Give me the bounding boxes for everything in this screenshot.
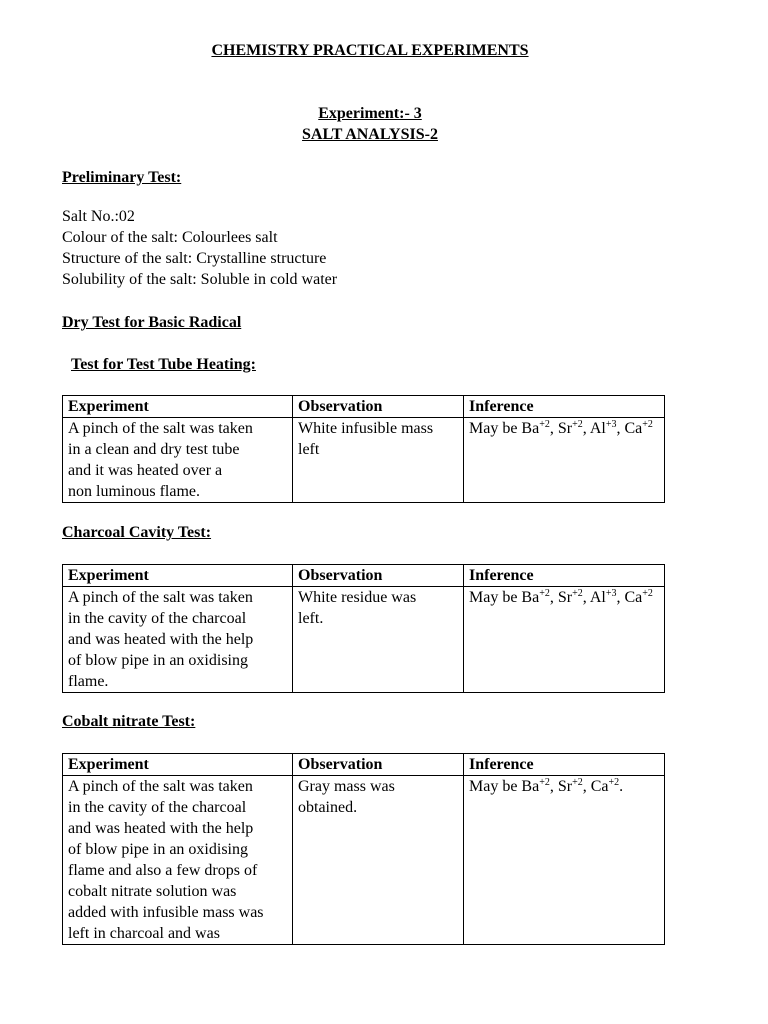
experiment-line: non luminous flame. bbox=[68, 483, 200, 500]
experiment-line: added with infusible mass was bbox=[68, 904, 264, 921]
salt-structure: Structure of the salt: Crystalline structure bbox=[62, 250, 327, 267]
experiment-line: left in charcoal and was bbox=[68, 925, 220, 942]
experiment-line: of blow pipe in an oxidising bbox=[68, 841, 248, 858]
charcoal-cavity-heading: Charcoal Cavity Test: bbox=[62, 524, 212, 541]
cobalt-nitrate-heading: Cobalt nitrate Test: bbox=[62, 713, 196, 730]
charge-superscript: +2 bbox=[642, 419, 653, 430]
observation-line: left bbox=[298, 441, 320, 458]
observation-line: left. bbox=[298, 610, 324, 627]
charge-superscript: +2 bbox=[642, 588, 653, 599]
experiment-line: A pinch of the salt was taken bbox=[68, 778, 253, 795]
experiment-line: flame. bbox=[68, 673, 109, 690]
table-row bbox=[63, 587, 665, 693]
table-header-row bbox=[63, 396, 665, 418]
experiment-number: Experiment:- 3 bbox=[318, 105, 422, 122]
charge-superscript: +2 bbox=[572, 777, 583, 788]
observation-line: Gray mass was bbox=[298, 778, 395, 795]
experiment-line: and it was heated over a bbox=[68, 462, 223, 479]
charge-superscript: +2 bbox=[539, 777, 550, 788]
table-header-row bbox=[63, 754, 665, 776]
salt-solubility: Solubility of the salt: Soluble in cold water bbox=[62, 271, 338, 288]
page-title: CHEMISTRY PRACTICAL EXPERIMENTS bbox=[211, 42, 529, 59]
experiment-line: A pinch of the salt was taken bbox=[68, 420, 253, 437]
table-header-row bbox=[63, 565, 665, 587]
experiment-line: in the cavity of the charcoal bbox=[68, 799, 247, 816]
inference-text: May be $Ba^{+2}$, $Sr^{+2}$, $Al^{+3}$, $Ca^{+2}$ bbox=[469, 419, 653, 437]
charge-superscript: +2 bbox=[572, 419, 583, 430]
charge-superscript: +3 bbox=[605, 419, 617, 430]
experiment-cell bbox=[63, 418, 293, 503]
table-row bbox=[63, 776, 665, 945]
experiment-line: and was heated with the help bbox=[68, 631, 254, 648]
salt-info bbox=[62, 206, 337, 290]
inference-cell bbox=[464, 776, 665, 945]
salt-colour: Colour of the salt: Colourlees salt bbox=[62, 229, 278, 246]
experiment-header: Experiment bbox=[63, 565, 293, 587]
charge-superscript: +2 bbox=[608, 777, 620, 788]
charge-superscript: +2 bbox=[539, 588, 550, 599]
charcoal-cavity-table bbox=[62, 564, 665, 693]
inference-header: Inference bbox=[464, 396, 665, 418]
experiment-header: Experiment bbox=[63, 754, 293, 776]
observation-header: Observation bbox=[293, 565, 464, 587]
experiment-header: Experiment bbox=[63, 396, 293, 418]
observation-line: White residue was bbox=[298, 589, 417, 606]
experiment-line: cobalt nitrate solution was bbox=[68, 883, 237, 900]
observation-cell bbox=[293, 776, 464, 945]
inference-cell bbox=[464, 587, 665, 693]
cobalt-nitrate-table bbox=[62, 753, 665, 945]
experiment-line: A pinch of the salt was taken bbox=[68, 589, 253, 606]
dry-test-heading: Dry Test for Basic Radical bbox=[62, 314, 242, 331]
charge-superscript: +3 bbox=[605, 588, 617, 599]
preliminary-test-heading: Preliminary Test: bbox=[62, 169, 182, 186]
test-tube-heating-heading: Test for Test Tube Heating: bbox=[71, 356, 256, 373]
inference-header: Inference bbox=[464, 754, 665, 776]
experiment-cell bbox=[63, 587, 293, 693]
inference-header: Inference bbox=[464, 565, 665, 587]
charge-superscript: +2 bbox=[539, 419, 550, 430]
experiment-line: flame and also a few drops of bbox=[68, 862, 258, 879]
table-row bbox=[63, 418, 665, 503]
inference-text: May be $Ba^{+2}$, $Sr^{+2}$, $Ca^{+2}$. bbox=[469, 777, 624, 795]
observation-line: White infusible mass bbox=[298, 420, 434, 437]
inference-text: May be $Ba^{+2}$, $Sr^{+2}$, $Al^{+3}$, $Ca^{+2}$ bbox=[469, 588, 653, 606]
experiment-line: of blow pipe in an oxidising bbox=[68, 652, 248, 669]
salt-number: Salt No.:02 bbox=[62, 208, 135, 225]
experiment-line: in the cavity of the charcoal bbox=[68, 610, 247, 627]
inference-cell bbox=[464, 418, 665, 503]
experiment-name: SALT ANALYSIS-2 bbox=[302, 126, 438, 143]
observation-cell bbox=[293, 587, 464, 693]
experiment-cell bbox=[63, 776, 293, 945]
observation-header: Observation bbox=[293, 754, 464, 776]
experiment-line: and was heated with the help bbox=[68, 820, 254, 837]
test-tube-heating-table bbox=[62, 395, 665, 503]
observation-cell bbox=[293, 418, 464, 503]
charge-superscript: +2 bbox=[572, 588, 583, 599]
experiment-line: in a clean and dry test tube bbox=[68, 441, 240, 458]
observation-line: obtained. bbox=[298, 799, 358, 816]
observation-header: Observation bbox=[293, 396, 464, 418]
